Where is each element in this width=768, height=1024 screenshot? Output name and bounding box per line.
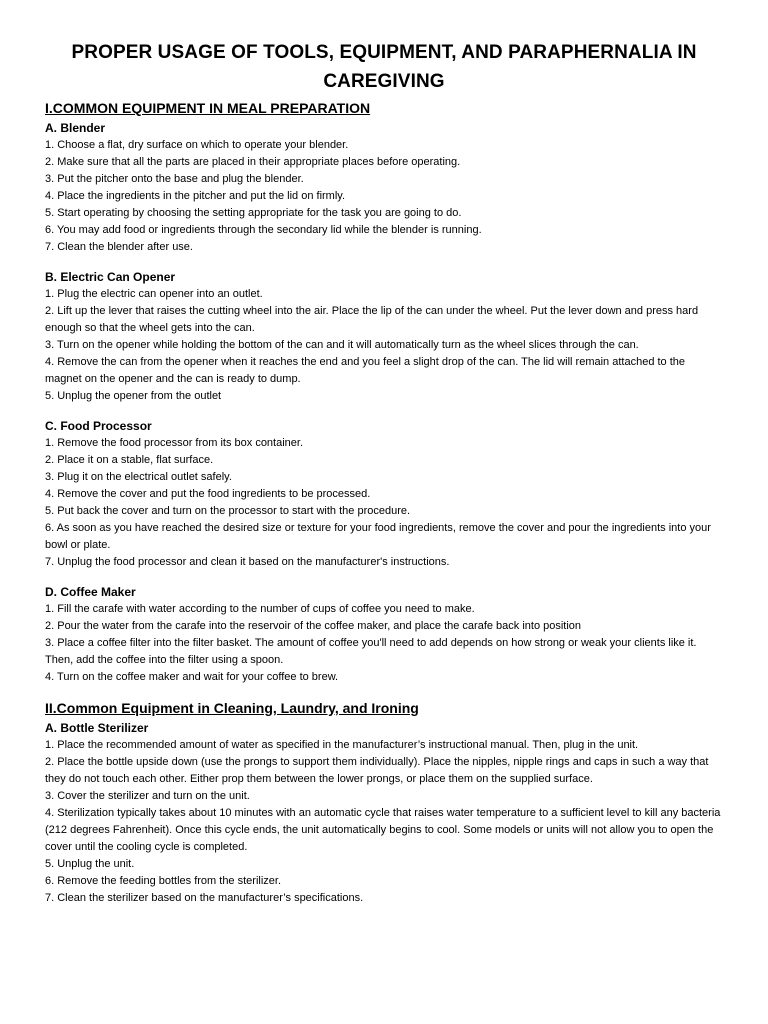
subsection [45, 120, 723, 256]
step-item: 4. Turn on the coffee maker and wait for your coffee to brew. [45, 671, 339, 683]
step-item: 6. Remove the feeding bottles from the sterilizer. [45, 875, 282, 887]
step-item: 2. Make sure that all the parts are placed in their appropriate places before operating. [45, 156, 461, 168]
step-item: 1. Plug the electric can opener into an outlet. [45, 288, 263, 300]
step-item: 6. As soon as you have reached the desired size or texture for your food ingredients, remove the cover and pour the ingredients into your bowl or plate. [45, 522, 711, 551]
step-list [45, 286, 723, 405]
step-list [45, 601, 723, 686]
subsection [45, 720, 723, 907]
subsection-heading: C. Food Processor [45, 419, 152, 433]
step-list [45, 737, 723, 907]
section [45, 99, 723, 686]
step-item: 5. Unplug the opener from the outlet [45, 390, 222, 402]
subsection-heading: B. Electric Can Opener [45, 270, 176, 284]
subsection-heading: A. Bottle Sterilizer [45, 721, 149, 735]
subsection-heading: A. Blender [45, 121, 106, 135]
step-item: 7. Clean the sterilizer based on the manufacturer’s specifications. [45, 892, 364, 904]
step-item: 5. Start operating by choosing the setting appropriate for the task you are going to do. [45, 207, 462, 219]
step-list [45, 435, 723, 571]
step-item: 4. Remove the cover and put the food ingredients to be processed. [45, 488, 371, 500]
step-item: 4. Remove the can from the opener when it reaches the end and you feel a slight drop of the can. The lid will remain attached to the magnet on the opener and the can is ready to dump. [45, 356, 686, 385]
step-item: 3. Plug it on the electrical outlet safely. [45, 471, 232, 483]
subsection [45, 418, 723, 571]
document-title: PROPER USAGE OF TOOLS, EQUIPMENT, AND PARAPHERNALIA IN CAREGIVING [71, 42, 697, 92]
step-list [45, 137, 723, 256]
subsection [45, 269, 723, 405]
step-item: 3. Put the pitcher onto the base and plug the blender. [45, 173, 304, 185]
step-item: 7. Unplug the food processor and clean it based on the manufacturer's instructions. [45, 556, 450, 568]
step-item: 1. Place the recommended amount of water as specified in the manufacturer’s instructional manual. Then, plug in the unit. [45, 739, 639, 751]
step-item: 6. You may add food or ingredients through the secondary lid while the blender is running. [45, 224, 482, 236]
section-heading: II.Common Equipment in Cleaning, Laundry, and Ironing [45, 700, 419, 716]
step-item: 2. Place the bottle upside down (use the prongs to support them individually). Place the nipples, nipple rings and caps in such a way that they do not touch each other. Either prop them between the lower prongs, or place them on the supplied surface. [45, 756, 709, 785]
step-item: 5. Put back the cover and turn on the processor to start with the procedure. [45, 505, 411, 517]
subsection [45, 584, 723, 686]
step-item: 3. Cover the sterilizer and turn on the unit. [45, 790, 250, 802]
step-item: 1. Remove the food processor from its box container. [45, 437, 304, 449]
step-item: 3. Place a coffee filter into the filter basket. The amount of coffee you'll need to add depends on how strong or weak your clients like it. Then, add the coffee into the filter using a spoon. [45, 637, 697, 666]
step-item: 3. Turn on the opener while holding the bottom of the can and it will automatically turn as the wheel slices through the can. [45, 339, 639, 351]
document-content [45, 99, 723, 907]
step-item: 1. Fill the carafe with water according to the number of cups of coffee you need to make. [45, 603, 475, 615]
subsection-heading: D. Coffee Maker [45, 585, 136, 599]
section-heading: I.COMMON EQUIPMENT IN MEAL PREPARATION [45, 100, 371, 116]
step-item: 2. Pour the water from the carafe into the reservoir of the coffee maker, and place the carafe back into position [45, 620, 582, 632]
step-item: 2. Lift up the lever that raises the cutting wheel into the air. Place the lip of the can under the wheel. Put the lever down and press hard enough so that the wheel gets into the can. [45, 305, 699, 334]
section [45, 699, 723, 907]
step-item: 5. Unplug the unit. [45, 858, 135, 870]
step-item: 7. Clean the blender after use. [45, 241, 193, 253]
step-item: 4. Place the ingredients in the pitcher and put the lid on firmly. [45, 190, 346, 202]
step-item: 2. Place it on a stable, flat surface. [45, 454, 214, 466]
step-item: 4. Sterilization typically takes about 10 minutes with an automatic cycle that raises water temperature to a sufficient level to kill any bacteria (212 degrees Fahrenheit). Once this cycle ends, the unit automatically begins to cool. Some models or units will not allow you to open the cover until the cooling cycle is completed. [45, 807, 721, 853]
step-item: 1. Choose a flat, dry surface on which to operate your blender. [45, 139, 349, 151]
